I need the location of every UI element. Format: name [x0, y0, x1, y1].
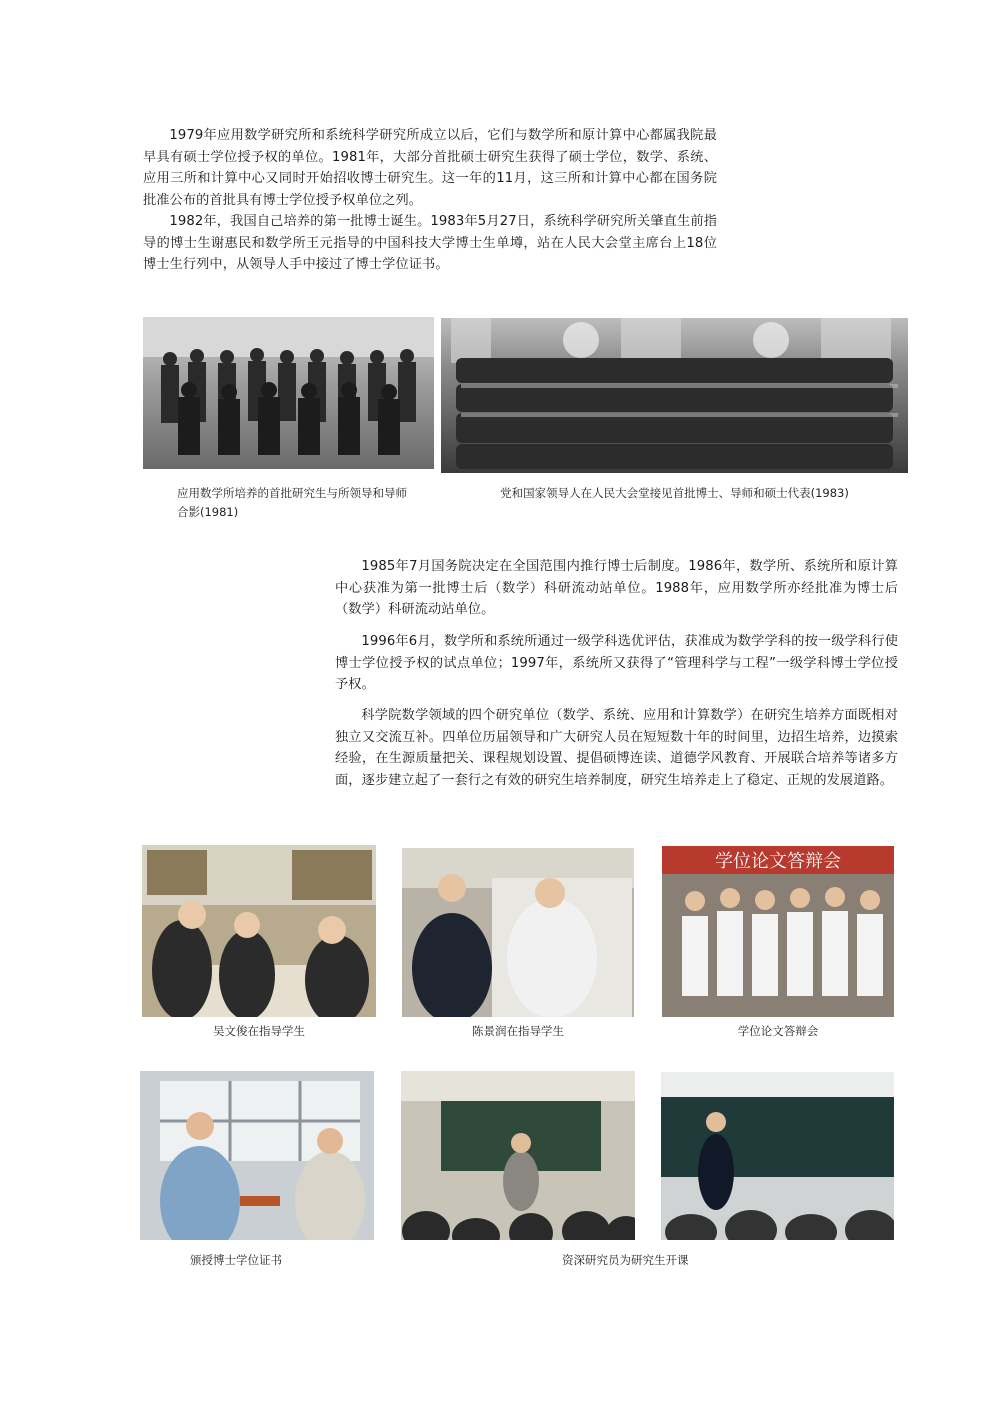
defense-banner-text: 学位论文答辩会 — [715, 851, 841, 872]
caption-wu-wenjun: 吴文俊在指导学生 — [213, 1024, 305, 1038]
caption-chen-jingrun: 陈景润在指导学生 — [472, 1024, 564, 1038]
photo-chen-jingrun-teaching — [402, 848, 634, 1017]
photo-senior-researcher-lecture — [401, 1071, 635, 1240]
caption-thesis-defense: 学位论文答辩会 — [737, 1024, 819, 1038]
caption-first-graduates-1981: 应用数学所培养的首批研究生与所领导和导师合影(1981) — [177, 486, 407, 519]
photo-first-graduates-1981 — [143, 317, 434, 469]
postdoc-paragraph-1985: 1985年7月国务院决定在全国范围内推行博士后制度。1986年，数学所、系统所和原计算中心获准为第一批博士后（数学）科研流动站单位。1988年，应用数学所亦经批准为博士后（数学）科研流动站单位。 — [335, 559, 898, 618]
caption-awarding-certificate: 颁授博士学位证书 — [190, 1253, 282, 1267]
training-system-paragraph: 科学院数学领域的四个研究单位（数学、系统、应用和计算数学）在研究生培养方面既相对独立又交流互补。四单位历届领导和广大研究人员在短短数十年的时间里，边招生培养，边摸索经验，在生源质量把关、课程规划设置、提倡硕博连读、道德学风教育、开展联合培养等诸多方面，逐步建立起了一套行之有效的研究生培养制度，研究生培养走上了稳定、正规的发展道路。 — [335, 708, 898, 788]
photo-wu-wenjun-teaching — [142, 845, 376, 1017]
photo-thesis-defense — [662, 846, 894, 1017]
intro-paragraph-1982: 1982年，我国自己培养的第一批博士诞生。1983年5月27日，系统科学研究所关肇直生前指导的博士生谢惠民和数学所王元指导的中国科技大学博士生单墫，站在人民大会堂主席台上18位博士生行列中，从领导人手中接过了博士学位证书。 — [143, 214, 717, 273]
evaluation-paragraph-1996: 1996年6月，数学所和系统所通过一级学科选优评估，获准成为数学学科的按一级学科行使博士学位授予权的试点单位；1997年，系统所又获得了“管理科学与工程”一级学科博士学位授予权。 — [335, 634, 898, 693]
photo-awarding-certificate — [140, 1071, 374, 1240]
caption-great-hall-reception-1983: 党和国家领导人在人民大会堂接见首批博士、导师和硕士代表(1983) — [500, 486, 849, 500]
photo-researcher-lecturing — [661, 1072, 894, 1240]
intro-paragraph-1979: 1979年应用数学研究所和系统科学研究所成立以后，它们与数学所和原计算中心都属我院最早具有硕士学位授予权的单位。1981年，大部分首批硕士研究生获得了硕士学位，数学、系统、应用三所和计算中心又同时开始招收博士研究生。这一年的11月，这三所和计算中心都在国务院批准公布的首批具有博士学位授予权单位之列。 — [143, 128, 717, 208]
photo-great-hall-reception-1983 — [441, 318, 908, 473]
caption-senior-researcher-lecture: 资深研究员为研究生开课 — [562, 1253, 689, 1267]
